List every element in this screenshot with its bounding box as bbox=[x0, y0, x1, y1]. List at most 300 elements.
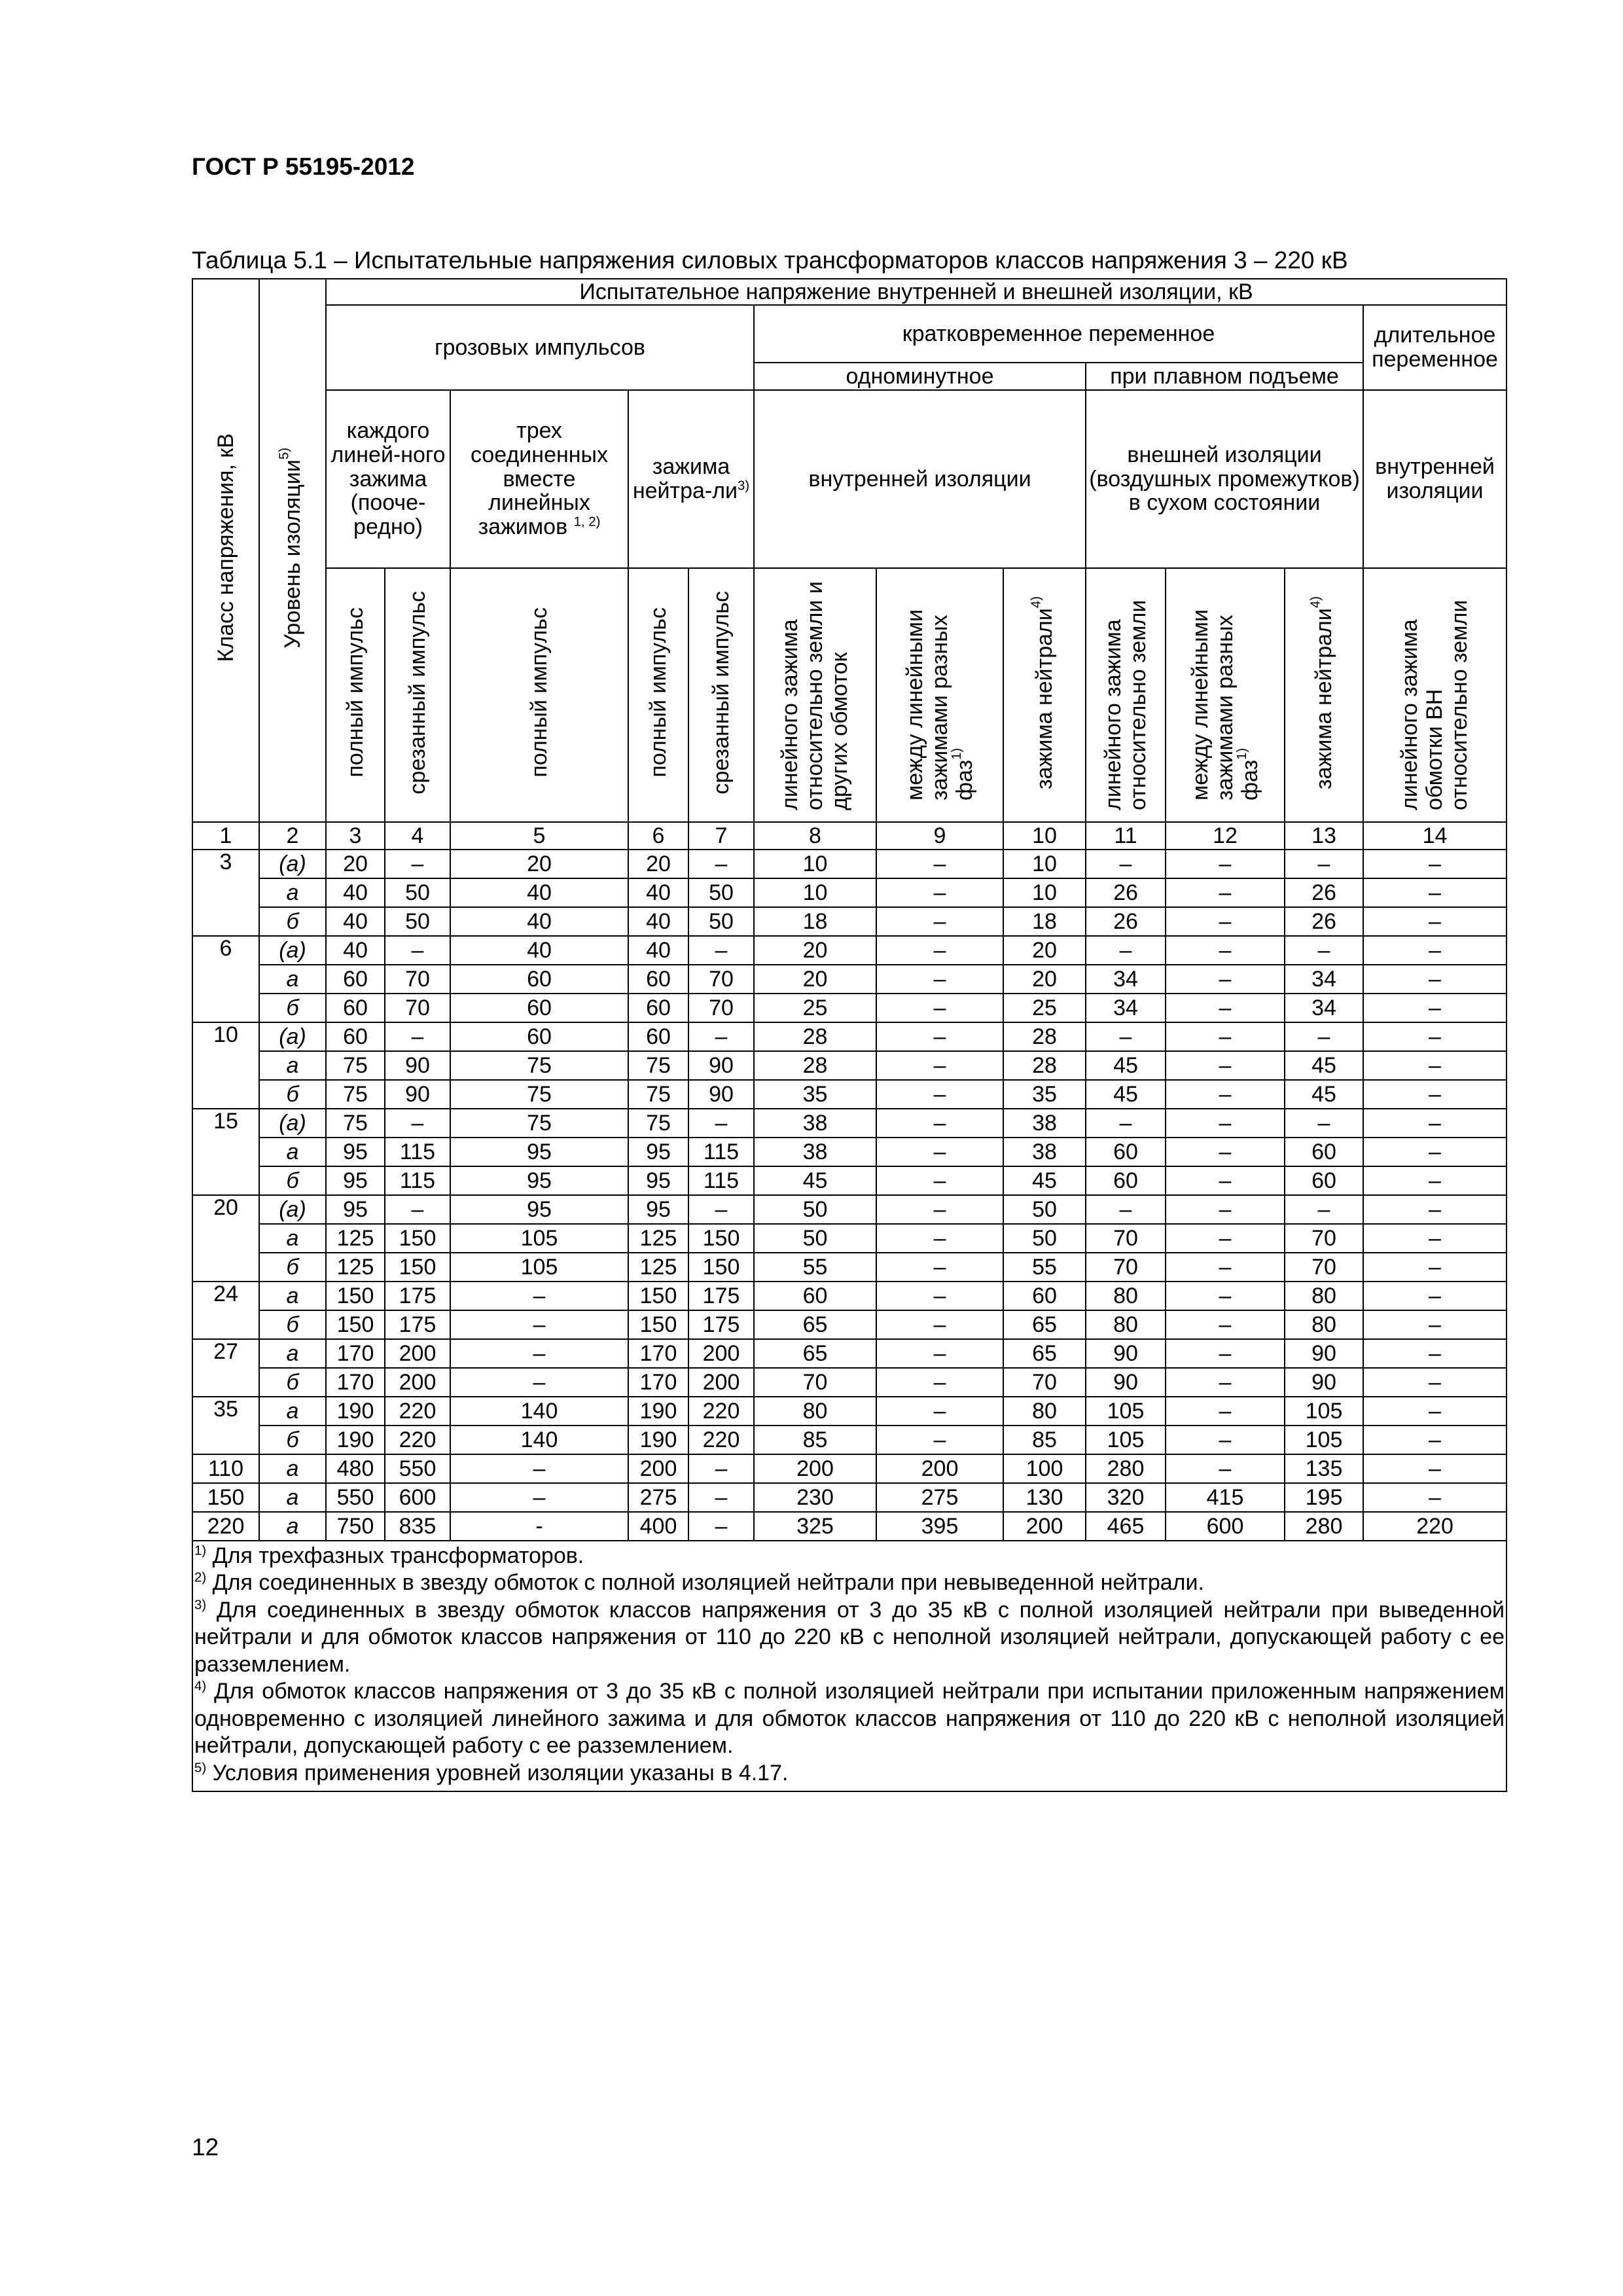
value-cell: – bbox=[1363, 1339, 1507, 1368]
header-one-minute: одноминутное bbox=[754, 363, 1086, 390]
value-cell: 20 bbox=[628, 850, 688, 878]
value-cell: 320 bbox=[1086, 1483, 1166, 1512]
value-cell: 190 bbox=[326, 1397, 385, 1426]
value-cell: 55 bbox=[1003, 1253, 1086, 1282]
value-cell: 40 bbox=[628, 907, 688, 936]
header-chopped-pulse bbox=[385, 568, 450, 822]
value-cell: 65 bbox=[754, 1310, 876, 1339]
footnote-mark: 1) bbox=[194, 1543, 207, 1558]
table-row bbox=[192, 1109, 1507, 1138]
value-cell: – bbox=[876, 936, 1003, 965]
value-cell: 175 bbox=[385, 1282, 450, 1310]
footnote-ref: 1) bbox=[1234, 747, 1249, 761]
value-cell: 45 bbox=[1285, 1080, 1363, 1109]
column-number: 9 bbox=[876, 822, 1003, 850]
value-cell: 550 bbox=[385, 1454, 450, 1483]
footnote-ref: 4) bbox=[1308, 596, 1323, 608]
value-cell: – bbox=[1363, 1224, 1507, 1253]
table-row bbox=[192, 1282, 1507, 1310]
insulation-level-cell: а bbox=[259, 1483, 326, 1512]
table-row bbox=[192, 994, 1507, 1022]
value-cell: 20 bbox=[1003, 965, 1086, 994]
value-cell: 115 bbox=[385, 1138, 450, 1166]
value-cell: 34 bbox=[1285, 965, 1363, 994]
value-cell: 18 bbox=[1003, 907, 1086, 936]
value-cell: 55 bbox=[754, 1253, 876, 1282]
value-cell: 95 bbox=[326, 1138, 385, 1166]
value-cell: – bbox=[1166, 1195, 1285, 1224]
value-cell: - bbox=[450, 1512, 628, 1541]
value-cell: 275 bbox=[876, 1483, 1003, 1512]
value-cell: 60 bbox=[326, 994, 385, 1022]
value-cell: 115 bbox=[688, 1166, 754, 1195]
value-cell: – bbox=[688, 936, 754, 965]
value-cell: – bbox=[688, 1454, 754, 1483]
header-internal-insulation-long: внутренней изоляции bbox=[1363, 390, 1507, 568]
value-cell: 95 bbox=[628, 1195, 688, 1224]
value-cell: 60 bbox=[628, 1022, 688, 1051]
table-row bbox=[192, 936, 1507, 965]
value-cell: – bbox=[1166, 850, 1285, 878]
insulation-level-cell: б bbox=[259, 1310, 326, 1339]
value-cell: 75 bbox=[450, 1051, 628, 1080]
footnote-ref: 1) bbox=[949, 747, 964, 761]
value-cell: – bbox=[385, 850, 450, 878]
value-cell: – bbox=[1086, 850, 1166, 878]
footnote-item bbox=[194, 1543, 1505, 1570]
header-lightning-impulses: грозовых импульсов bbox=[326, 305, 754, 390]
value-cell: 105 bbox=[450, 1224, 628, 1253]
value-cell: – bbox=[385, 936, 450, 965]
value-cell: 28 bbox=[754, 1051, 876, 1080]
value-cell: – bbox=[876, 1051, 1003, 1080]
value-cell: 400 bbox=[628, 1512, 688, 1541]
header-chopped-pulse bbox=[688, 568, 754, 822]
column-number: 13 bbox=[1285, 822, 1363, 850]
value-cell: 25 bbox=[1003, 994, 1086, 1022]
insulation-level-cell: б bbox=[259, 1080, 326, 1109]
value-cell: 40 bbox=[450, 907, 628, 936]
value-cell: 60 bbox=[1086, 1166, 1166, 1195]
value-cell: – bbox=[1285, 1022, 1363, 1051]
value-cell: 65 bbox=[1003, 1339, 1086, 1368]
value-cell: – bbox=[450, 1483, 628, 1512]
value-cell: 200 bbox=[688, 1339, 754, 1368]
value-cell: 10 bbox=[754, 878, 876, 907]
voltage-class-cell: 10 bbox=[192, 1022, 259, 1109]
value-cell: 150 bbox=[628, 1310, 688, 1339]
document-header: ГОСТ Р 55195-2012 bbox=[192, 153, 415, 180]
value-cell: – bbox=[876, 1368, 1003, 1397]
value-cell: 95 bbox=[628, 1138, 688, 1166]
footnote-ref: 4) bbox=[1029, 596, 1044, 608]
value-cell: – bbox=[688, 1483, 754, 1512]
value-cell: 45 bbox=[1086, 1051, 1166, 1080]
value-cell: 90 bbox=[385, 1051, 450, 1080]
value-cell: 100 bbox=[1003, 1454, 1086, 1483]
value-cell: 25 bbox=[754, 994, 876, 1022]
value-cell: 835 bbox=[385, 1512, 450, 1541]
value-cell: – bbox=[1166, 936, 1285, 965]
value-cell: 200 bbox=[385, 1368, 450, 1397]
value-cell: 550 bbox=[326, 1483, 385, 1512]
value-cell: 200 bbox=[754, 1454, 876, 1483]
value-cell: – bbox=[876, 1339, 1003, 1368]
value-cell: 60 bbox=[1285, 1138, 1363, 1166]
value-cell: – bbox=[385, 1109, 450, 1138]
value-cell: – bbox=[1363, 1138, 1507, 1166]
value-cell: 70 bbox=[385, 994, 450, 1022]
value-cell: 600 bbox=[385, 1483, 450, 1512]
header-full-pulse bbox=[326, 568, 385, 822]
value-cell: – bbox=[1086, 936, 1166, 965]
insulation-level-cell: (а) bbox=[259, 1109, 326, 1138]
table-caption: Таблица 5.1 – Испытательные напряжения силовых трансформаторов классов напряжения 3 – 220 кВ bbox=[192, 247, 1348, 274]
value-cell: 190 bbox=[628, 1426, 688, 1454]
value-cell: 190 bbox=[628, 1397, 688, 1426]
value-cell: 325 bbox=[754, 1512, 876, 1541]
value-cell: 105 bbox=[1285, 1397, 1363, 1426]
value-cell: – bbox=[876, 1138, 1003, 1166]
value-cell: 40 bbox=[326, 936, 385, 965]
value-cell: 34 bbox=[1086, 965, 1166, 994]
table-row bbox=[192, 1454, 1507, 1483]
value-cell: 70 bbox=[385, 965, 450, 994]
value-cell: – bbox=[1166, 1253, 1285, 1282]
value-cell: 115 bbox=[385, 1166, 450, 1195]
value-cell: 70 bbox=[1285, 1224, 1363, 1253]
value-cell: – bbox=[1363, 1109, 1507, 1138]
value-cell: 125 bbox=[326, 1224, 385, 1253]
value-cell: – bbox=[1166, 994, 1285, 1022]
value-cell: – bbox=[1363, 1454, 1507, 1483]
column-number: 3 bbox=[326, 822, 385, 850]
value-cell: 90 bbox=[1086, 1368, 1166, 1397]
value-cell: 26 bbox=[1086, 907, 1166, 936]
footnote-text: Для обмоток классов напряжения от 3 до 35 кВ с полной изоляцией нейтрали при испытании приложенным напряжением одновременно с изоляцией линейного зажима и для обмоток классов напряжения от 110 до 220 кВ с неполной изоляцией нейтрали, допускающей работу с ее разземлением. bbox=[194, 1679, 1505, 1759]
value-cell: 90 bbox=[1285, 1368, 1363, 1397]
value-cell: – bbox=[1363, 850, 1507, 878]
value-cell: – bbox=[1166, 1310, 1285, 1339]
footnote-mark: 2) bbox=[194, 1571, 207, 1586]
footnote-text: Для соединенных в звезду обмоток с полной изоляцией нейтрали при невыведенной нейтрали. bbox=[212, 1570, 1204, 1596]
value-cell: 60 bbox=[450, 965, 628, 994]
value-cell: 75 bbox=[326, 1080, 385, 1109]
value-cell: – bbox=[385, 1195, 450, 1224]
table-row bbox=[192, 1512, 1507, 1541]
value-cell: 415 bbox=[1166, 1483, 1285, 1512]
value-cell: 90 bbox=[385, 1080, 450, 1109]
value-cell: 80 bbox=[1003, 1397, 1086, 1426]
value-cell: 45 bbox=[754, 1166, 876, 1195]
insulation-level-cell: а bbox=[259, 1138, 326, 1166]
value-cell: 85 bbox=[754, 1426, 876, 1454]
value-cell: 750 bbox=[326, 1512, 385, 1541]
vertical-label: между линейными зажимами разных фаз bbox=[1187, 609, 1263, 801]
value-cell: – bbox=[1086, 1109, 1166, 1138]
insulation-level-cell: а bbox=[259, 1339, 326, 1368]
value-cell: – bbox=[385, 1022, 450, 1051]
header-test-voltage: Испытательное напряжение внутренней и внешней изоляции, кВ bbox=[326, 279, 1507, 305]
table-row bbox=[192, 1138, 1507, 1166]
header-line-to-earth bbox=[1086, 568, 1166, 822]
value-cell: – bbox=[1086, 1195, 1166, 1224]
value-cell: 35 bbox=[754, 1080, 876, 1109]
insulation-level-cell: (а) bbox=[259, 850, 326, 878]
voltage-class-cell: 110 bbox=[192, 1454, 259, 1483]
value-cell: – bbox=[1166, 1282, 1285, 1310]
value-cell: – bbox=[876, 1080, 1003, 1109]
value-cell: 45 bbox=[1086, 1080, 1166, 1109]
page-number: 12 bbox=[192, 2134, 219, 2161]
footnote-text: Для трехфазных трансформаторов. bbox=[212, 1543, 584, 1568]
value-cell: 70 bbox=[754, 1368, 876, 1397]
value-cell: 175 bbox=[688, 1310, 754, 1339]
header-internal-insulation: внутренней изоляции bbox=[754, 390, 1086, 568]
value-cell: 60 bbox=[754, 1282, 876, 1310]
value-cell: 95 bbox=[450, 1166, 628, 1195]
value-cell: – bbox=[876, 1310, 1003, 1339]
value-cell: 480 bbox=[326, 1454, 385, 1483]
value-cell: 395 bbox=[876, 1512, 1003, 1541]
value-cell: 80 bbox=[1086, 1282, 1166, 1310]
value-cell: – bbox=[1166, 1224, 1285, 1253]
value-cell: 150 bbox=[628, 1282, 688, 1310]
value-cell: 140 bbox=[450, 1426, 628, 1454]
value-cell: 140 bbox=[450, 1397, 628, 1426]
voltage-class-cell: 35 bbox=[192, 1397, 259, 1454]
value-cell: 40 bbox=[450, 936, 628, 965]
value-cell: 75 bbox=[628, 1109, 688, 1138]
voltage-class-cell: 220 bbox=[192, 1512, 259, 1541]
footnote-item bbox=[194, 1597, 1505, 1678]
value-cell: 28 bbox=[1003, 1051, 1086, 1080]
value-cell: – bbox=[1363, 1195, 1507, 1224]
insulation-level-cell: б bbox=[259, 1166, 326, 1195]
value-cell: 230 bbox=[754, 1483, 876, 1512]
test-voltage-table bbox=[192, 278, 1507, 1792]
value-cell: – bbox=[1363, 1426, 1507, 1454]
value-cell: 90 bbox=[1285, 1339, 1363, 1368]
footnote-ref: 3) bbox=[738, 478, 750, 493]
vertical-label: полный импульс bbox=[342, 607, 368, 778]
voltage-class-cell: 6 bbox=[192, 936, 259, 1022]
insulation-level-cell: а bbox=[259, 1051, 326, 1080]
value-cell: – bbox=[1285, 936, 1363, 965]
table-row bbox=[192, 1253, 1507, 1282]
footnotes-section bbox=[192, 1541, 1507, 1791]
value-cell: 60 bbox=[450, 1022, 628, 1051]
vertical-label: полный импульс bbox=[645, 607, 671, 778]
value-cell: – bbox=[1363, 994, 1507, 1022]
header-long-duration-ac: длительное переменное bbox=[1363, 305, 1507, 390]
value-cell: 95 bbox=[326, 1195, 385, 1224]
value-cell: 220 bbox=[385, 1397, 450, 1426]
value-cell: – bbox=[876, 1253, 1003, 1282]
value-cell: 28 bbox=[1003, 1022, 1086, 1051]
value-cell: 26 bbox=[1086, 878, 1166, 907]
value-cell: 600 bbox=[1166, 1512, 1285, 1541]
value-cell: – bbox=[1166, 1397, 1285, 1426]
value-cell: – bbox=[876, 850, 1003, 878]
table-row bbox=[192, 878, 1507, 907]
value-cell: – bbox=[1166, 1454, 1285, 1483]
value-cell: 40 bbox=[628, 878, 688, 907]
column-number: 1 bbox=[192, 822, 259, 850]
table-row bbox=[192, 1426, 1507, 1454]
vertical-label: линейного зажима относительно земли bbox=[1100, 600, 1150, 811]
value-cell: 70 bbox=[1285, 1253, 1363, 1282]
value-cell: 80 bbox=[1285, 1310, 1363, 1339]
insulation-level-cell: а bbox=[259, 1512, 326, 1541]
vertical-label: линейного зажима обмотки ВН относительно земли bbox=[1397, 600, 1472, 811]
column-number-row bbox=[192, 822, 1507, 850]
value-cell: 34 bbox=[1285, 994, 1363, 1022]
voltage-class-cell: 15 bbox=[192, 1109, 259, 1195]
value-cell: – bbox=[876, 1109, 1003, 1138]
value-cell: 150 bbox=[688, 1224, 754, 1253]
value-cell: 220 bbox=[688, 1397, 754, 1426]
value-cell: – bbox=[876, 1426, 1003, 1454]
insulation-level-cell: б bbox=[259, 1368, 326, 1397]
value-cell: 50 bbox=[688, 878, 754, 907]
value-cell: – bbox=[1363, 1022, 1507, 1051]
value-cell: 34 bbox=[1086, 994, 1166, 1022]
value-cell: – bbox=[450, 1454, 628, 1483]
value-cell: 105 bbox=[1086, 1397, 1166, 1426]
vertical-label: полный импульс bbox=[526, 607, 552, 778]
table-row bbox=[192, 1368, 1507, 1397]
table-row bbox=[192, 1397, 1507, 1426]
value-cell: 40 bbox=[628, 936, 688, 965]
vertical-label: линейного зажима относительно земли и других обмоток bbox=[777, 581, 853, 811]
value-cell: 95 bbox=[450, 1195, 628, 1224]
voltage-class-cell: 27 bbox=[192, 1339, 259, 1397]
value-cell: 20 bbox=[1003, 936, 1086, 965]
header-three-line-terminals bbox=[450, 390, 628, 568]
value-cell: 200 bbox=[688, 1368, 754, 1397]
value-cell: 50 bbox=[754, 1195, 876, 1224]
value-cell: 45 bbox=[1003, 1166, 1086, 1195]
value-cell: 10 bbox=[754, 850, 876, 878]
insulation-level-cell: (а) bbox=[259, 1022, 326, 1051]
header-neutral-terminal-label: зажима нейтра-ли bbox=[632, 454, 738, 503]
value-cell: – bbox=[1166, 1166, 1285, 1195]
value-cell: 200 bbox=[385, 1339, 450, 1368]
header-full-pulse bbox=[450, 568, 628, 822]
value-cell: – bbox=[876, 965, 1003, 994]
footnote-mark: 5) bbox=[194, 1761, 207, 1776]
value-cell: 80 bbox=[1086, 1310, 1166, 1339]
insulation-level-cell: а bbox=[259, 878, 326, 907]
header-insulation-level-label: Уровень изоляции bbox=[279, 459, 305, 649]
value-cell: – bbox=[876, 1282, 1003, 1310]
footnote-item bbox=[194, 1760, 1505, 1787]
table-header bbox=[192, 279, 1507, 822]
value-cell: – bbox=[688, 1022, 754, 1051]
value-cell: 75 bbox=[450, 1109, 628, 1138]
value-cell: 60 bbox=[1086, 1138, 1166, 1166]
column-number: 5 bbox=[450, 822, 628, 850]
value-cell: 85 bbox=[1003, 1426, 1086, 1454]
column-number: 4 bbox=[385, 822, 450, 850]
column-number: 7 bbox=[688, 822, 754, 850]
value-cell: – bbox=[1285, 1109, 1363, 1138]
value-cell: 200 bbox=[1003, 1512, 1086, 1541]
table-row bbox=[192, 1224, 1507, 1253]
value-cell: 220 bbox=[688, 1426, 754, 1454]
value-cell: – bbox=[1166, 907, 1285, 936]
value-cell: – bbox=[688, 1109, 754, 1138]
column-number: 8 bbox=[754, 822, 876, 850]
header-smooth-rise: при плавном подъеме bbox=[1086, 363, 1363, 390]
header-full-pulse bbox=[628, 568, 688, 822]
header-hv-line-to-earth bbox=[1363, 568, 1507, 822]
header-voltage-class bbox=[192, 279, 259, 822]
table-row bbox=[192, 1022, 1507, 1051]
value-cell: – bbox=[876, 878, 1003, 907]
value-cell: 170 bbox=[628, 1339, 688, 1368]
value-cell: – bbox=[1285, 850, 1363, 878]
value-cell: 90 bbox=[688, 1051, 754, 1080]
header-voltage-class-label: Класс напряжения, кВ bbox=[213, 433, 238, 662]
value-cell: 220 bbox=[385, 1426, 450, 1454]
footnote-ref: 1, 2) bbox=[573, 514, 601, 529]
table-row bbox=[192, 1310, 1507, 1339]
insulation-level-cell: б bbox=[259, 994, 326, 1022]
value-cell: – bbox=[1363, 1166, 1507, 1195]
value-cell: 195 bbox=[1285, 1483, 1363, 1512]
value-cell: – bbox=[1363, 878, 1507, 907]
insulation-level-cell: а bbox=[259, 1224, 326, 1253]
table-row bbox=[192, 1080, 1507, 1109]
value-cell: 60 bbox=[1285, 1166, 1363, 1195]
column-numbers bbox=[192, 822, 1507, 850]
value-cell: 50 bbox=[1003, 1224, 1086, 1253]
value-cell: – bbox=[876, 1397, 1003, 1426]
value-cell: 150 bbox=[688, 1253, 754, 1282]
value-cell: 50 bbox=[1003, 1195, 1086, 1224]
value-cell: 70 bbox=[1003, 1368, 1086, 1397]
value-cell: 10 bbox=[1003, 850, 1086, 878]
value-cell: – bbox=[1363, 1282, 1507, 1310]
value-cell: – bbox=[876, 1195, 1003, 1224]
header-short-duration-ac: кратковременное переменное bbox=[754, 305, 1363, 363]
header-each-line-terminal: каждого линей-ного зажима (пооче-редно) bbox=[326, 390, 450, 568]
value-cell: – bbox=[450, 1368, 628, 1397]
value-cell: 280 bbox=[1086, 1454, 1166, 1483]
value-cell: – bbox=[450, 1339, 628, 1368]
value-cell: – bbox=[1166, 1051, 1285, 1080]
value-cell: 20 bbox=[754, 936, 876, 965]
voltage-class-cell: 150 bbox=[192, 1483, 259, 1512]
value-cell: 280 bbox=[1285, 1512, 1363, 1541]
footnote-text: Условия применения уровней изоляции указаны в 4.17. bbox=[212, 1760, 789, 1785]
value-cell: 105 bbox=[1086, 1426, 1166, 1454]
value-cell: 60 bbox=[1003, 1282, 1086, 1310]
value-cell: 38 bbox=[1003, 1138, 1086, 1166]
column-number: 2 bbox=[259, 822, 326, 850]
value-cell: 20 bbox=[450, 850, 628, 878]
value-cell: 50 bbox=[385, 878, 450, 907]
header-external-insulation: внешней изоляции (воздушных промежутков) в сухом состоянии bbox=[1086, 390, 1363, 568]
value-cell: – bbox=[1363, 1368, 1507, 1397]
vertical-label: срезанный импульс bbox=[404, 590, 430, 795]
value-cell: 125 bbox=[326, 1253, 385, 1282]
value-cell: – bbox=[688, 1512, 754, 1541]
footnote-ref: 5) bbox=[277, 447, 292, 459]
table-row bbox=[192, 850, 1507, 878]
